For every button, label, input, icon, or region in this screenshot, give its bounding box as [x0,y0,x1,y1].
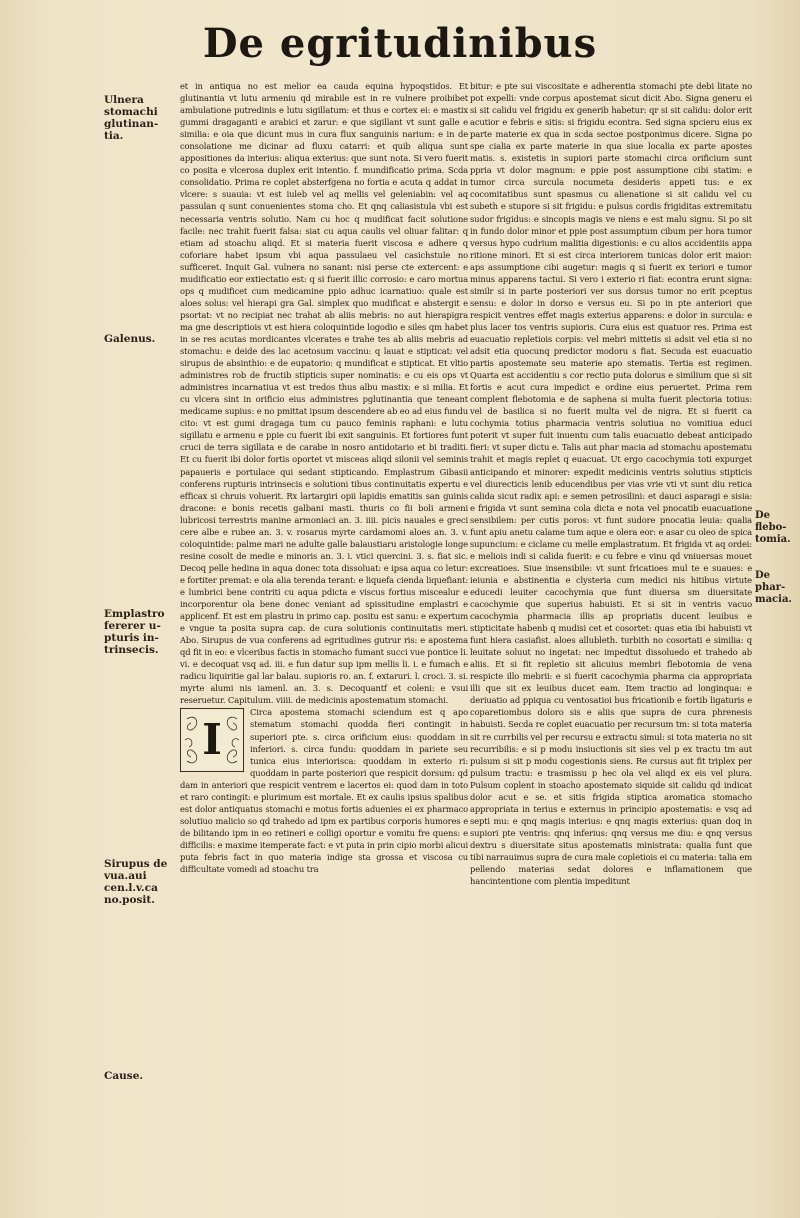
margin-note-galenus: Galenus. [104,333,156,345]
margin-note-sirupus: Sirupus de vua.aui cen.l.v.ca no.posit. [104,858,168,906]
paragraph: et in antiqua no est melior ea cauda equina hypoqstidos. Et glutinantia vt lutu armeniu qd mirabile est in re vulnere proibibet ambulatione putredinis e lutu sigillatum: et thus e cortex ei: e mastix gummi dragaganti e arabici et zarur: e que sigillant vt sunt galle e similia: e oia que dicunt mus in cura flux sanguinis narium: e in de consolatione me dicinar ad fluxu catarri: et quib aliqua sunt appositiones da interius: aliqua exterius: que sunt nota. Si vero fuerit co posita e vlcerosa duplex erit intentio. f. mundificatio prima. Scda consolidatio. Prima re coplet absterfgena no fortia e acuta q addat in vlcere: s suauia: vt est iuleb vel aq mellis vel geleniabin: vel aq passulan q sunt conuenientes stoma cho. Et qnq caliasistula vbi est necessaria ventris solutio. Nam cu hoc q mudificat facit solutione facile: nec trahit fuerit falsa: siat cu aqua caulis vel oliuar falitar: q etiam ad stoachu aliqd. Et si materia fuerit viscosa e adhere q coforiare habet ipsum vbi aqua passulaeu vel casichstule no sufficeret. Inquit Gal. vulnera no sanant: nisi perse cte extercent: e mudificatio eor extiectatio est: q si fuerit illic corrosio: e caro mortua ops q mudificet cum medicamine ppio adhuc icarnatiuo: quale est aloes solus: vel hierapi gra Gal. simplex quo mudificat e abstergit e psortat: vt no recipiat nec trahat ab aliis mebris: no aut hierapigra ma gne descriptiois vt est hiera coloquintide logodio e siles qm habet in se res acutas mordicantes vlcerates e trahe tes ab aliis mebris ad stomachu: e deide des lac acetosum vaccinu: q lauat e stipticat: vel sirupus de absinthio: e de eupatorio: q mundificat e stipticat. Et vltio administres rob de fructib stipticis super nominatis: e cu eis ops vt administres incarnatiua vt est tredos thus albu mastix: e si milia. Et cu vlcera sint in orificio eius administres pglutinantia que teneant medicame supius: e no pmittat ipsum descendere ab eo ad eius fundu cito: vt est gumi dragaga tum cu pauco feminis raphani: e lutu sigillatu e armenu e ppie cu fuerit ibi exit sanguinis. Et fortiores funt cruci de terra sigillata e de carabe in nosro antidotario et bi traditi. Et cu fuerit ibi dolor fortis oportet vt misceas aliqd silonii vel seminis papaueris e portulace qui sedant stipticando. Emplastrum Gibasii conferens rupturis intrinsecis e solutioni tibus continuitatis expertu e efficax si chruis voluerit. Rx lartargiri opii lapidis ematitis san guinis dracone: e bonis recetis galbani masti. thuris co fii boli armeni lubricosi terrestris manine armoniaci an. 3. iiii. picis nauales e greci cere albe e rubee an. 3. v. rosarus myrte cardamomi aloes an. 3. v. coloquintide: palme mari ne adulte galle balaustiaru aristologie longe resine cosolt de medie e minoris an. 3. i. vtici quercini. 3. s. fiat sic. Decoq pelle hedina in aqua donec tota dissoluat: e ipsa aqua co letur: e fortiter premat: e ola alia terenda terant: e liquefa cienda liquefiant: e lumbrici bene contriti cu aqua pdicta e viscus fortius miscealur e incorporentur ola bene donec veniant ad spissitudine emplastri e applicenf. Et est em plastru in primo cap. positu est sanu: e expertum e vngue ta posita supra cap. de cura solutionis continuitatis meri. Abo. Sirupus de vua conferens ad egritudines gutrur ris: e apostema qd fit in eo: e vlceribus factis in stomacho fumant succi vue pontice li. vi. e decoquat vsq ad. iii. e fun datur sup ipm mellis li. i. e fumach e radicu liquiritie gal lar balau. supioris ro. an. f. extaruri. l. croci. 3. si. myrte alumi nis iamenl. an. 3. s. Decoquantf et coleni: e vsui reseruetur. Capitulum. viiii. de medicinis apostematum stomachi. [180,81,468,706]
text-column-left [180,80,468,1205]
paragraph: Circa apostema stomachi sciendum est q apo stematum stomachi quodda fieri contingit in superiori pte. s. circa orificium eius: quoddam in inferiori. s. circa fundu: quoddam in pariete seu tunica eius interiorisca: quoddam in exterio ri: quoddam in parte posteriori que respicit dorsum: qd dam in anteriori que respicit ventrem e lacertos ei: quod dam in toto et raro contingit: e plurimum est mortale. Et ex caulis ipsius spalibus est dolor antiquatus stomachi e motus fortis aduenies ei ex pharmaco solutiuo malicio so qd trahedo ad ipm ex partibus corporis humores e de bilitando ipm in eo retineri e colligi oportur e vomitu fre quens: e difficilis: e maxime itemperate fact: e vt puta in prin cipio morbi alicui puta febris fact in quo materia indige sta grossa et viscosa cu difficultate vomedi ad stoachu tra [180,707,468,875]
margin-note-pharmacia: De phar- macia. [755,570,792,605]
initial-letter: I [202,715,222,765]
paragraph: bitur: e pte sui viscositate e adherentia stomachi pte debi litate no pot expelli: vnde corpus apostemat sicut dicit Abo. Signa generu ei si sit calidu vel frigidu ex generib habetur: qr si sit calidu: dolor erit acutior e febris e sitis: si frigidu econtra. Sed signa spcieru eius ex parte materie ex qua in scda sectoe postponimus dicere. Signa po spe cialia ex parte materie in qua siue localia ex parte apostes matis. s. existetis in supiori parte stomachi circa orificium sunt ppria vt dolor magnum: e ppie post assumptione cibi statim: e tumor circa surcula nocumeta desideris appeti tus: e ex cocomitatibus sunt spasmus cu alienatione si sit calidu vel cu subeth e stupore si sit frigidu: e pulsus cordis frigiditas extremitatu sudor frigidus: e sincopis magis ve niens e est malu signu. Si po sit in fundo dolor minor et ppie post assumptum cibum per hora tumor versus hypo cudrium malitia digestionis: e cu alios accidentiis appa ritione minori. Et si est circa interiorem tunicas dolor erit maior: aps assumptione cibi augetur: magis q si fuerit ex teriori e tumor minus apparens tactui. Si vero i exterio ri fiat: econtra erunt signa: similr si in parte posteriori ver sus dorsus tumor no erit pceptus sensu: e dolor in dorso e versus eu. Si po in pte anteriori que respicit ventres effet magis exterius apparens: e dolor in surcula: e plus lacer tos ventris supioris. Cura eius est quatuor res. Prima est euacuatio repletiois corpis: vel mebri mittetis si adsit vel etia si no adsit etia quocunq predictor modoru s fiat. Secuda est euacuatio partis apostemate seu materie apo stematis. Tertia est regimen. Quarta est accidentiu s cor rectio puta dolorus e similium que si sit fortis e acut cura impedict e ordine eius peruertet. Prima rem complent flebotomia e de saphena si multa fuerit plectoria totius: vel de basilica si no fuerit multa vel de nigra. Et si fuerit ca cochymia totius pharmacia ventris solutiua no vomitiua educi poterit vt super fuit inuentu cum talis euacuatio debeat anticipado fieri: vt super dictu e. Talis aut phar macia ad stomachu apostematu trahit et magis replet q euacuat. Ut ergo cacochymia toti expurget anticipando et minorer: expedit medicinis ventris solutius stipticis vel diurecticis lenib educendibus per vias vrie vti vt sunt diu retica calida sicut radix api: e semen petrosilini: et dauci asparagi e sisia: e frigida vt sunt semina cola dicta e nota vel pnocatib euacuatione sensibilem: per cutis poros: vt funt sudore pnocatia leuia: qualia funt apiu anetu calame tum aque e olera eor: e asar cu oleo de spica supuncium: e ciclame cu melle emplastratum. Et frigida vt aq ordei: e meliois indi si calida fuerit: e cu febre e vinu qd vniuersas mouet excreatioes. Siue insensibile: vt sunt fricatioes mul te e suaues: e ieiunia e abstinentia e clysteria cum medici nis hitibus virtute educedi leuiter cacochymia que funt diuersa sm diuersitate cacochymie que superius habuisti. Et si sit in ventris vacuo cacochymia pharmacia illis ap propriatis ducent leuibus e stipticitate habenb q mudisi cet et cosortet: quas etia ibi habuisti vt funt hiera casiafist. aloes allubleth. turbith no cosortati e similia: q leuitate soluut no ingetat: nec impedtut dissoluedo et trahedo ab aliis. Et si fit repletio sit alicuius membri flebotomia de vena respicte illo mebrii: e si fuerit cacochymia pharma cia appropriata illi que sit ex leuibus ducet eam. Item tractio ad longinqua: e deriuatio ad ppiqua cu ventosatioi bus fricationib e fortib ligaturis e coparetiombus doloro sis e aliis que supra de cura phrenesis habuisti. Secda re coplet euacuatio per recursum tm: si tota materia sit re currbilis vel per recursu e extractu simul: si tota materia no sit recurribilis: e si p modu insiuctionis sit sies vel p ex tractu tm aut pulsum si sit p modu cogestionis siens. Re cursus aut fit triplex per pulsum tractu: e trasmissu p hec ola vel aliqd ex eis vel plura. Pulsum coplent in stoacho apostemato siquide sit calidu qd indicat dolor acut e se. et sitis frigida stiptica aromatica stomacho appropriata in terius e externus in principio apostematis: e vsq ad septi mu: e qnq magis interius: e qnq magis exterius: quan doq in supiori pte ventris: qnq inferius: qnq versus me diu: e qnq versus dextru s diuersitate situs apostematis ministrata: qualia funt que tibi narrauimus supra de cura male copletiois ei cu materia: talia em pellendo materias sedat dolores e inflamationem que hancintentione com plentia impeditunt [470,81,752,887]
margin-note-cause: Cause. [104,1070,144,1082]
page-title: De egritudinibus [202,20,598,67]
margin-note-ulnera: Ulnera stomachi glutinan- tia. [104,94,159,142]
decorated-initial [180,708,244,772]
margin-note-flebotomia: De flebo- tomia. [755,510,791,545]
text-column-right [470,80,752,1205]
margin-note-emplastrum: Emplastro fererer u- pturis in- trinsecis. [104,608,165,656]
